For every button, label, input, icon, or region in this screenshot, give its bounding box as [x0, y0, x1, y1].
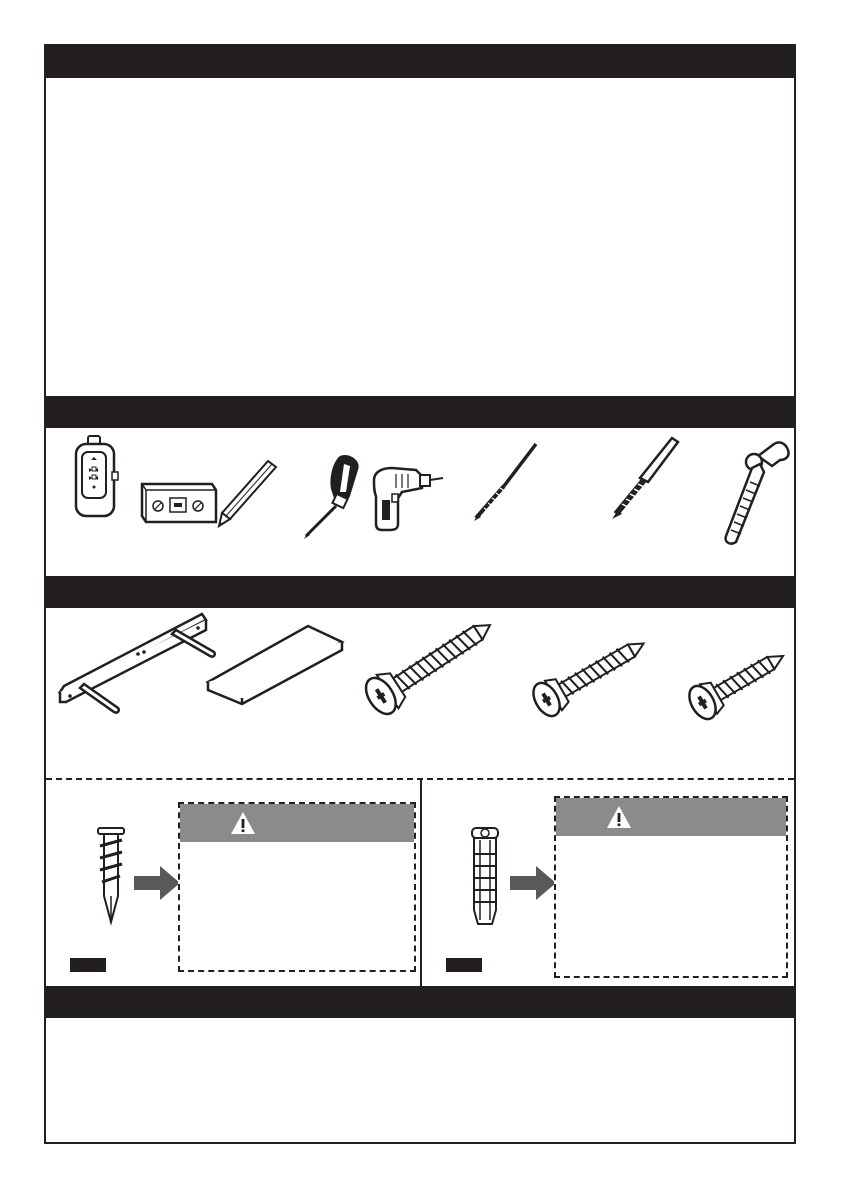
pencil-icon [216, 459, 282, 529]
spirit-level-icon [138, 478, 218, 524]
warning-icon [230, 811, 256, 835]
shelf-board-icon [206, 624, 346, 706]
medium-screw-icon [524, 632, 654, 718]
anchor-label-right [446, 958, 482, 972]
warning-text-right [556, 838, 786, 976]
section-header-parts [46, 576, 794, 608]
section-header-final [46, 986, 794, 1018]
short-screw-icon [682, 642, 794, 722]
large-drill-bit-icon [608, 436, 680, 520]
warning-box-right [554, 796, 788, 978]
anchors-divider [420, 780, 422, 986]
section-header-tools [46, 396, 794, 428]
warning-icon [606, 805, 632, 829]
arrow-icon [134, 866, 182, 905]
hammer-icon [714, 438, 794, 548]
wall-plug-icon [468, 826, 502, 928]
arrow-icon [510, 866, 558, 905]
power-drill-icon [368, 466, 444, 532]
long-screw-icon [352, 616, 502, 716]
warning-header-right [556, 798, 786, 836]
anchor-label-left [70, 958, 106, 972]
warning-box-left [178, 802, 416, 972]
final-body [60, 1030, 780, 1130]
warning-text-left [180, 844, 414, 970]
self-drilling-anchor-icon [96, 826, 126, 926]
screwdriver-icon [300, 452, 370, 540]
warning-header-left [180, 804, 414, 842]
intro-body [60, 90, 780, 390]
small-drill-bit-icon [470, 442, 540, 522]
instruction-page [44, 44, 796, 1144]
stud-finder-icon [74, 436, 118, 516]
mounting-bracket-icon [58, 612, 218, 716]
section-header-intro [46, 46, 794, 78]
